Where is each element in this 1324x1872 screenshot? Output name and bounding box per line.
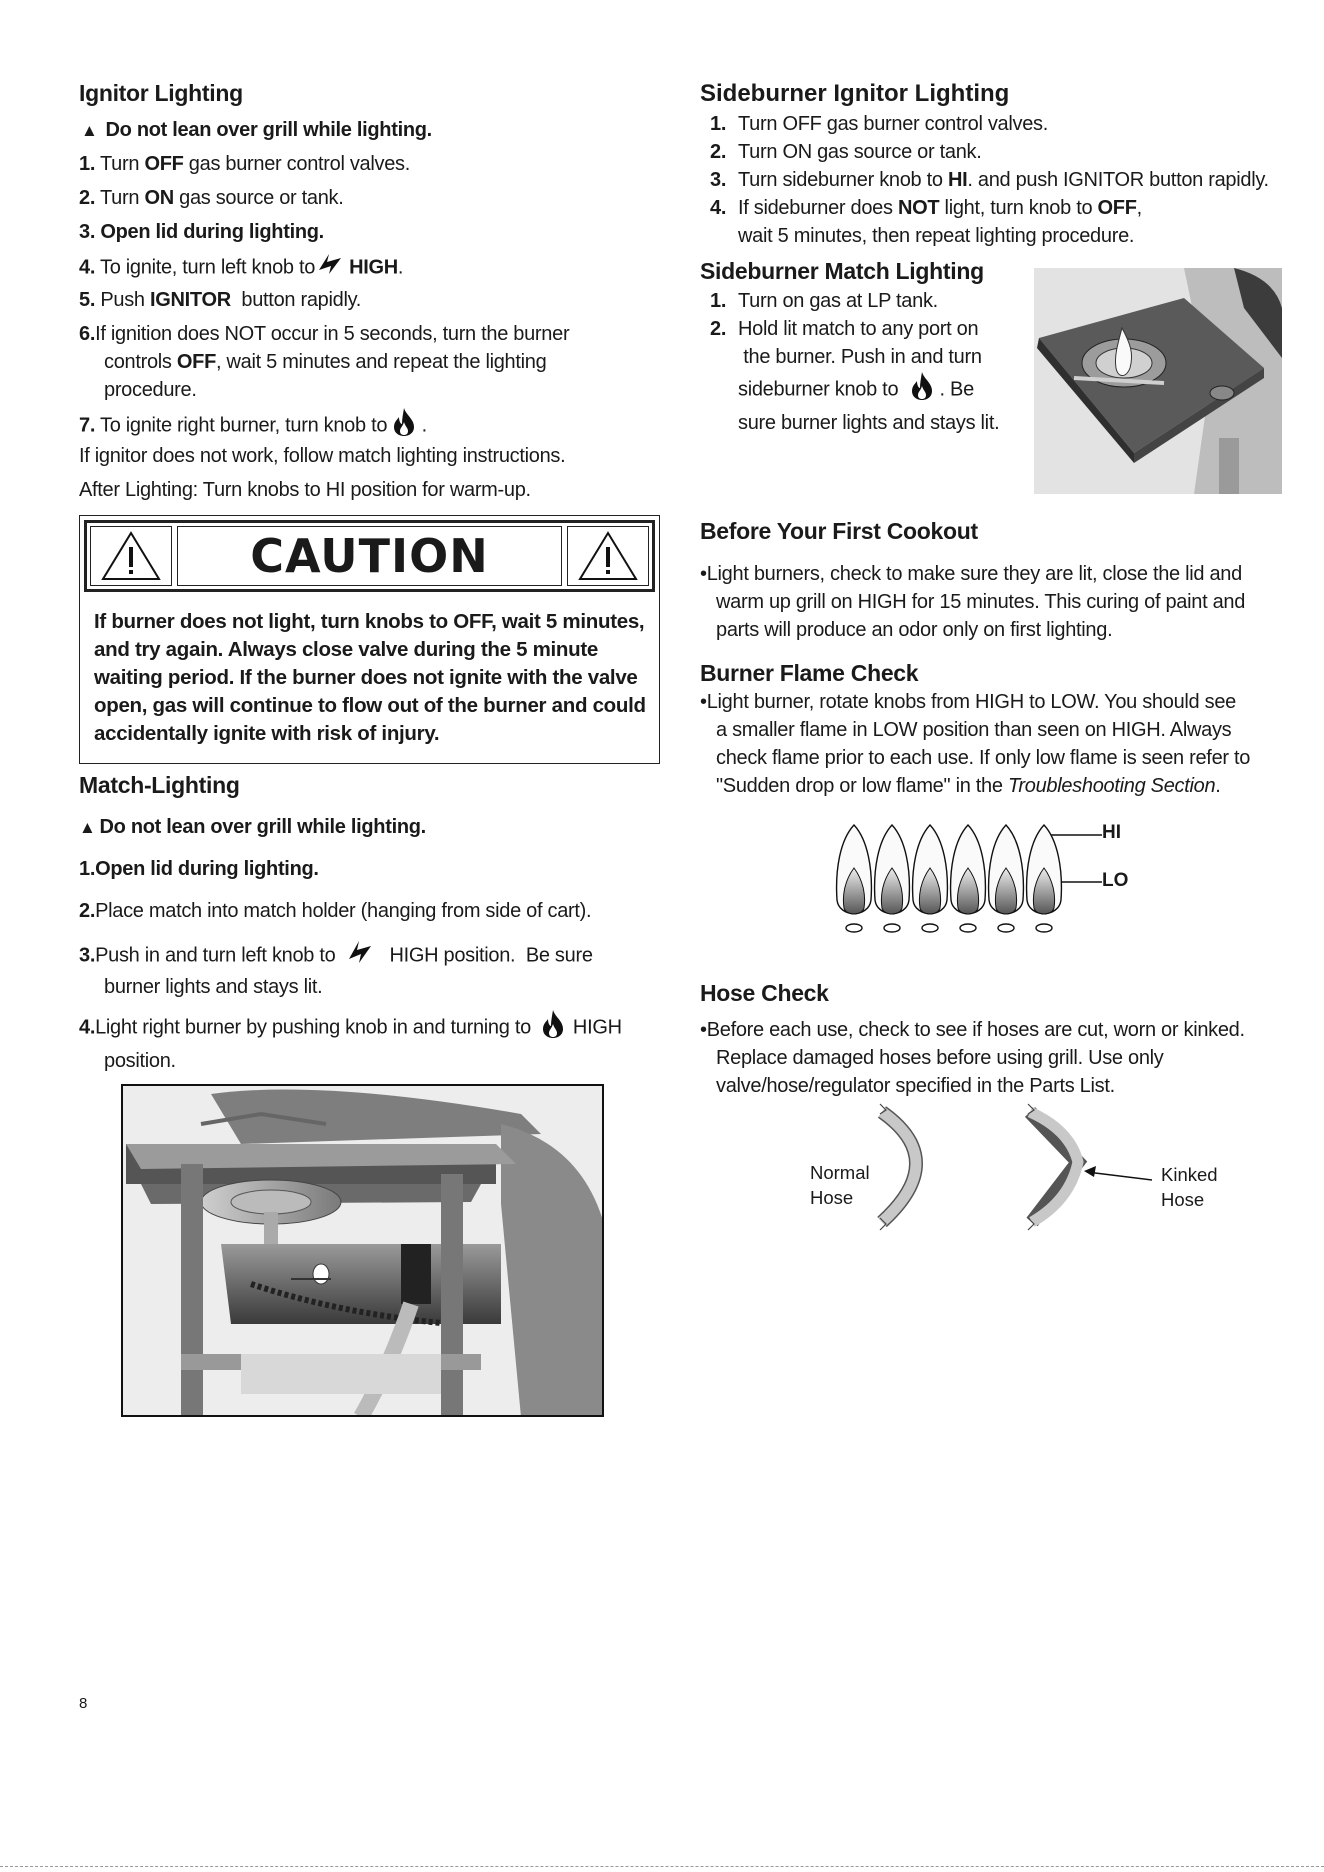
caution-text: If burner does not light, turn knobs to OFF, wait 5 minutes, and try again. Always close valve during the 5 minute waiting period. If the burner does not ignite with the valve open, gas will continue to flow out of the burner and could accidentally ignite with risk of injury. [94,610,646,745]
match-warning [79,813,426,842]
step-text: Turn OFF gas burner control valves. [738,113,1048,135]
step-bold: OFF [176,351,216,373]
caution-box [79,515,660,764]
step-number: 5. [79,289,96,311]
step-text: . [416,414,427,437]
step-number: 1. [710,290,727,312]
burner-flame [913,825,948,932]
label-line: Normal [810,1162,870,1183]
step-text: procedure. [104,379,197,401]
sideburner-match-step-2 [710,315,999,343]
step-text: Turn [100,153,145,175]
step-text: . [397,256,404,279]
step-number: 4. [79,1016,96,1039]
step-text: Place match into match holder (hanging from side of cart). [95,900,592,922]
step-text: . and push IGNITOR button rapidly. [967,169,1269,191]
step-text: sure burner lights and stays lit. [738,412,1000,434]
flame-icon [392,407,416,445]
label-line: Hose [1161,1189,1205,1210]
burner-flame [989,825,1024,932]
step-number: 3. [710,169,727,191]
ignitor-warning-text: Do not lean over grill while lighting. [105,119,432,141]
paragraph-line: . [1215,775,1221,797]
step-text: Turn [100,187,145,209]
paragraph-line: •Before each use, check to see if hoses are cut, worn or kinked. [700,1019,1245,1041]
sideburner-step-1 [710,110,1269,138]
flame-hi-label: HI [1102,822,1121,843]
step-bold: NOT [897,197,940,219]
caution-header [84,520,655,592]
step-bold: ON [144,187,174,209]
hose-check-text [700,1016,1245,1100]
step-text: , [1136,197,1142,219]
step-bold: OFF [1097,197,1137,219]
step-text: Hold lit match to any port on [738,318,979,340]
step-number: 1. [710,113,727,135]
step-text: gas source or tank. [173,187,344,209]
step-number: 2. [710,318,727,340]
ignitor-note-match: If ignitor does not work, follow match lighting instructions. [79,445,566,467]
step-text: Open lid during lighting. [100,221,324,243]
page-number: 8 [79,1695,88,1712]
step-text: button rapidly. [230,289,362,311]
step-text: Turn on gas at LP tank. [738,290,938,312]
ignitor-warning [81,116,432,145]
burner-flame [875,825,910,932]
step-bold: HI [947,169,968,191]
burner-flame-check-heading: Burner Flame Check [700,660,919,686]
step-text: the burner. Push in and turn [738,346,982,368]
paragraph-line: "Sudden drop or low flame" in the [716,775,1008,797]
step-number: 2. [710,141,727,163]
sideburner-match-heading: Sideburner Match Lighting [700,258,984,284]
burner-flame [951,825,986,932]
step-number: 3. [79,221,96,243]
ignitor-step-7 [79,407,427,445]
ignitor-note-after: After Lighting: Turn knobs to HI position for warm-up. [79,479,531,501]
step-text: If ignition does NOT occur in 5 seconds, turn the burner [95,323,570,345]
caution-title: CAUTION [177,526,562,586]
burner-flame-check-text [700,688,1250,800]
burner-flame [837,825,872,932]
step-number: 7. [79,414,96,437]
step-text: HIGH position. Be sure [389,944,593,967]
step-text: sideburner knob to [738,378,904,401]
step-text: wait 5 minutes, then repeat lighting procedure. [738,225,1135,247]
step-text: . Be [939,378,974,401]
normal-hose-shape [880,1104,916,1230]
step-number: 6. [79,323,96,345]
step-text: Turn ON gas source or tank. [738,141,982,163]
hose-check-heading: Hose Check [700,980,829,1006]
step-number: 2. [79,900,96,922]
troubleshooting-reference: Troubleshooting Section [1007,775,1216,797]
sideburner-step-4 [710,194,1269,222]
sideburner-match-step-1 [710,287,999,315]
match-step-4 [79,1009,622,1075]
page-edge-divider [0,1866,1324,1867]
step-text: gas burner control valves. [183,153,411,175]
match-lighting-heading: Match-Lighting [79,772,240,798]
label-line: Hose [810,1187,854,1208]
step-number: 2. [79,187,96,209]
step-text: HIGH [572,1016,622,1039]
step-text: Light right burner by pushing knob in and turning to [95,1016,531,1039]
match-step-2 [79,897,591,925]
sideburner-match-steps [710,287,999,437]
warning-triangle-icon: ▲ [81,121,98,140]
step-bold: HIGH [349,256,398,279]
warning-triangle-icon [567,526,649,586]
flame-icon [541,1009,565,1047]
flame-lo-label: LO [1102,870,1129,891]
paragraph-line: •Light burners, check to make sure they are lit, close the lid and [700,563,1242,585]
step-text: controls [104,351,177,373]
warning-triangle-icon [90,526,172,586]
sideburner-illustration [1034,268,1282,494]
flame-icon [910,371,934,409]
normal-hose-label [810,1160,870,1210]
step-text: Push [100,289,151,311]
step-text: , wait 5 minutes and repeat the lighting [215,351,547,373]
ignitor-lighting-heading: Ignitor Lighting [79,80,243,106]
paragraph-line: warm up grill on HIGH for 15 minutes. This curing of paint and [716,591,1246,613]
step-text: light, turn knob to [939,197,1098,219]
step-text: burner lights and stays lit. [104,976,323,998]
ignitor-step-2 [79,184,344,212]
match-step-1: 1.Open lid during lighting. [79,858,319,880]
ignitor-step-1 [79,150,410,178]
paragraph-line: parts will produce an odor only on first lighting. [716,619,1113,641]
burner-flame [1027,825,1062,932]
sideburner-ignitor-heading: Sideburner Ignitor Lighting [700,80,1010,107]
step-text: Turn sideburner knob to [738,169,948,191]
sideburner-steps [710,110,1269,250]
step-number: 4. [710,197,727,219]
kinked-hose-arrow [1084,1166,1152,1180]
match-lighting-illustration [121,1084,604,1417]
step-text: Push in and turn left knob to [95,944,336,967]
step-number: 4. [79,256,96,279]
step-text: position. [104,1050,176,1072]
ignitor-step-6 [79,320,569,404]
kinked-hose-label [1161,1162,1218,1212]
flame-diagram [830,820,1130,945]
label-line: Kinked [1161,1164,1218,1185]
step-bold: OFF [144,153,184,175]
paragraph-line: •Light burner, rotate knobs from HIGH to LOW. You should see [700,691,1236,713]
first-cookout-text [700,560,1245,644]
step-text: To ignite, turn left knob to [100,256,316,279]
match-warning-text: Do not lean over grill while lighting. [99,816,426,838]
first-cookout-heading: Before Your First Cookout [700,518,978,544]
ignitor-step-5 [79,286,361,314]
lightning-bolt-icon [345,939,375,973]
step-number: 3. [79,944,96,967]
lightning-bolt-icon [315,252,345,284]
paragraph-line: check flame prior to each use. If only low flame is seen refer to [716,747,1251,769]
warning-triangle-icon: ▲ [79,818,96,837]
sideburner-step-3 [710,166,1269,194]
step-text: If sideburner does [738,197,898,219]
step-bold: IGNITOR [150,289,231,311]
paragraph-line: Replace damaged hoses before using grill. Use only [716,1047,1164,1069]
hose-diagram [800,1100,1230,1240]
kinked-hose-shape [1028,1104,1078,1230]
ignitor-step-3 [79,218,324,246]
sideburner-step-2 [710,138,1269,166]
ignitor-step-4 [79,252,403,284]
paragraph-line: valve/hose/regulator specified in the Parts List. [716,1075,1115,1097]
step-text: To ignite right burner, turn knob to [95,414,393,437]
step-number: 1. [79,153,96,175]
paragraph-line: a smaller flame in LOW position than seen on HIGH. Always [716,719,1232,741]
match-step-3 [79,939,593,1001]
